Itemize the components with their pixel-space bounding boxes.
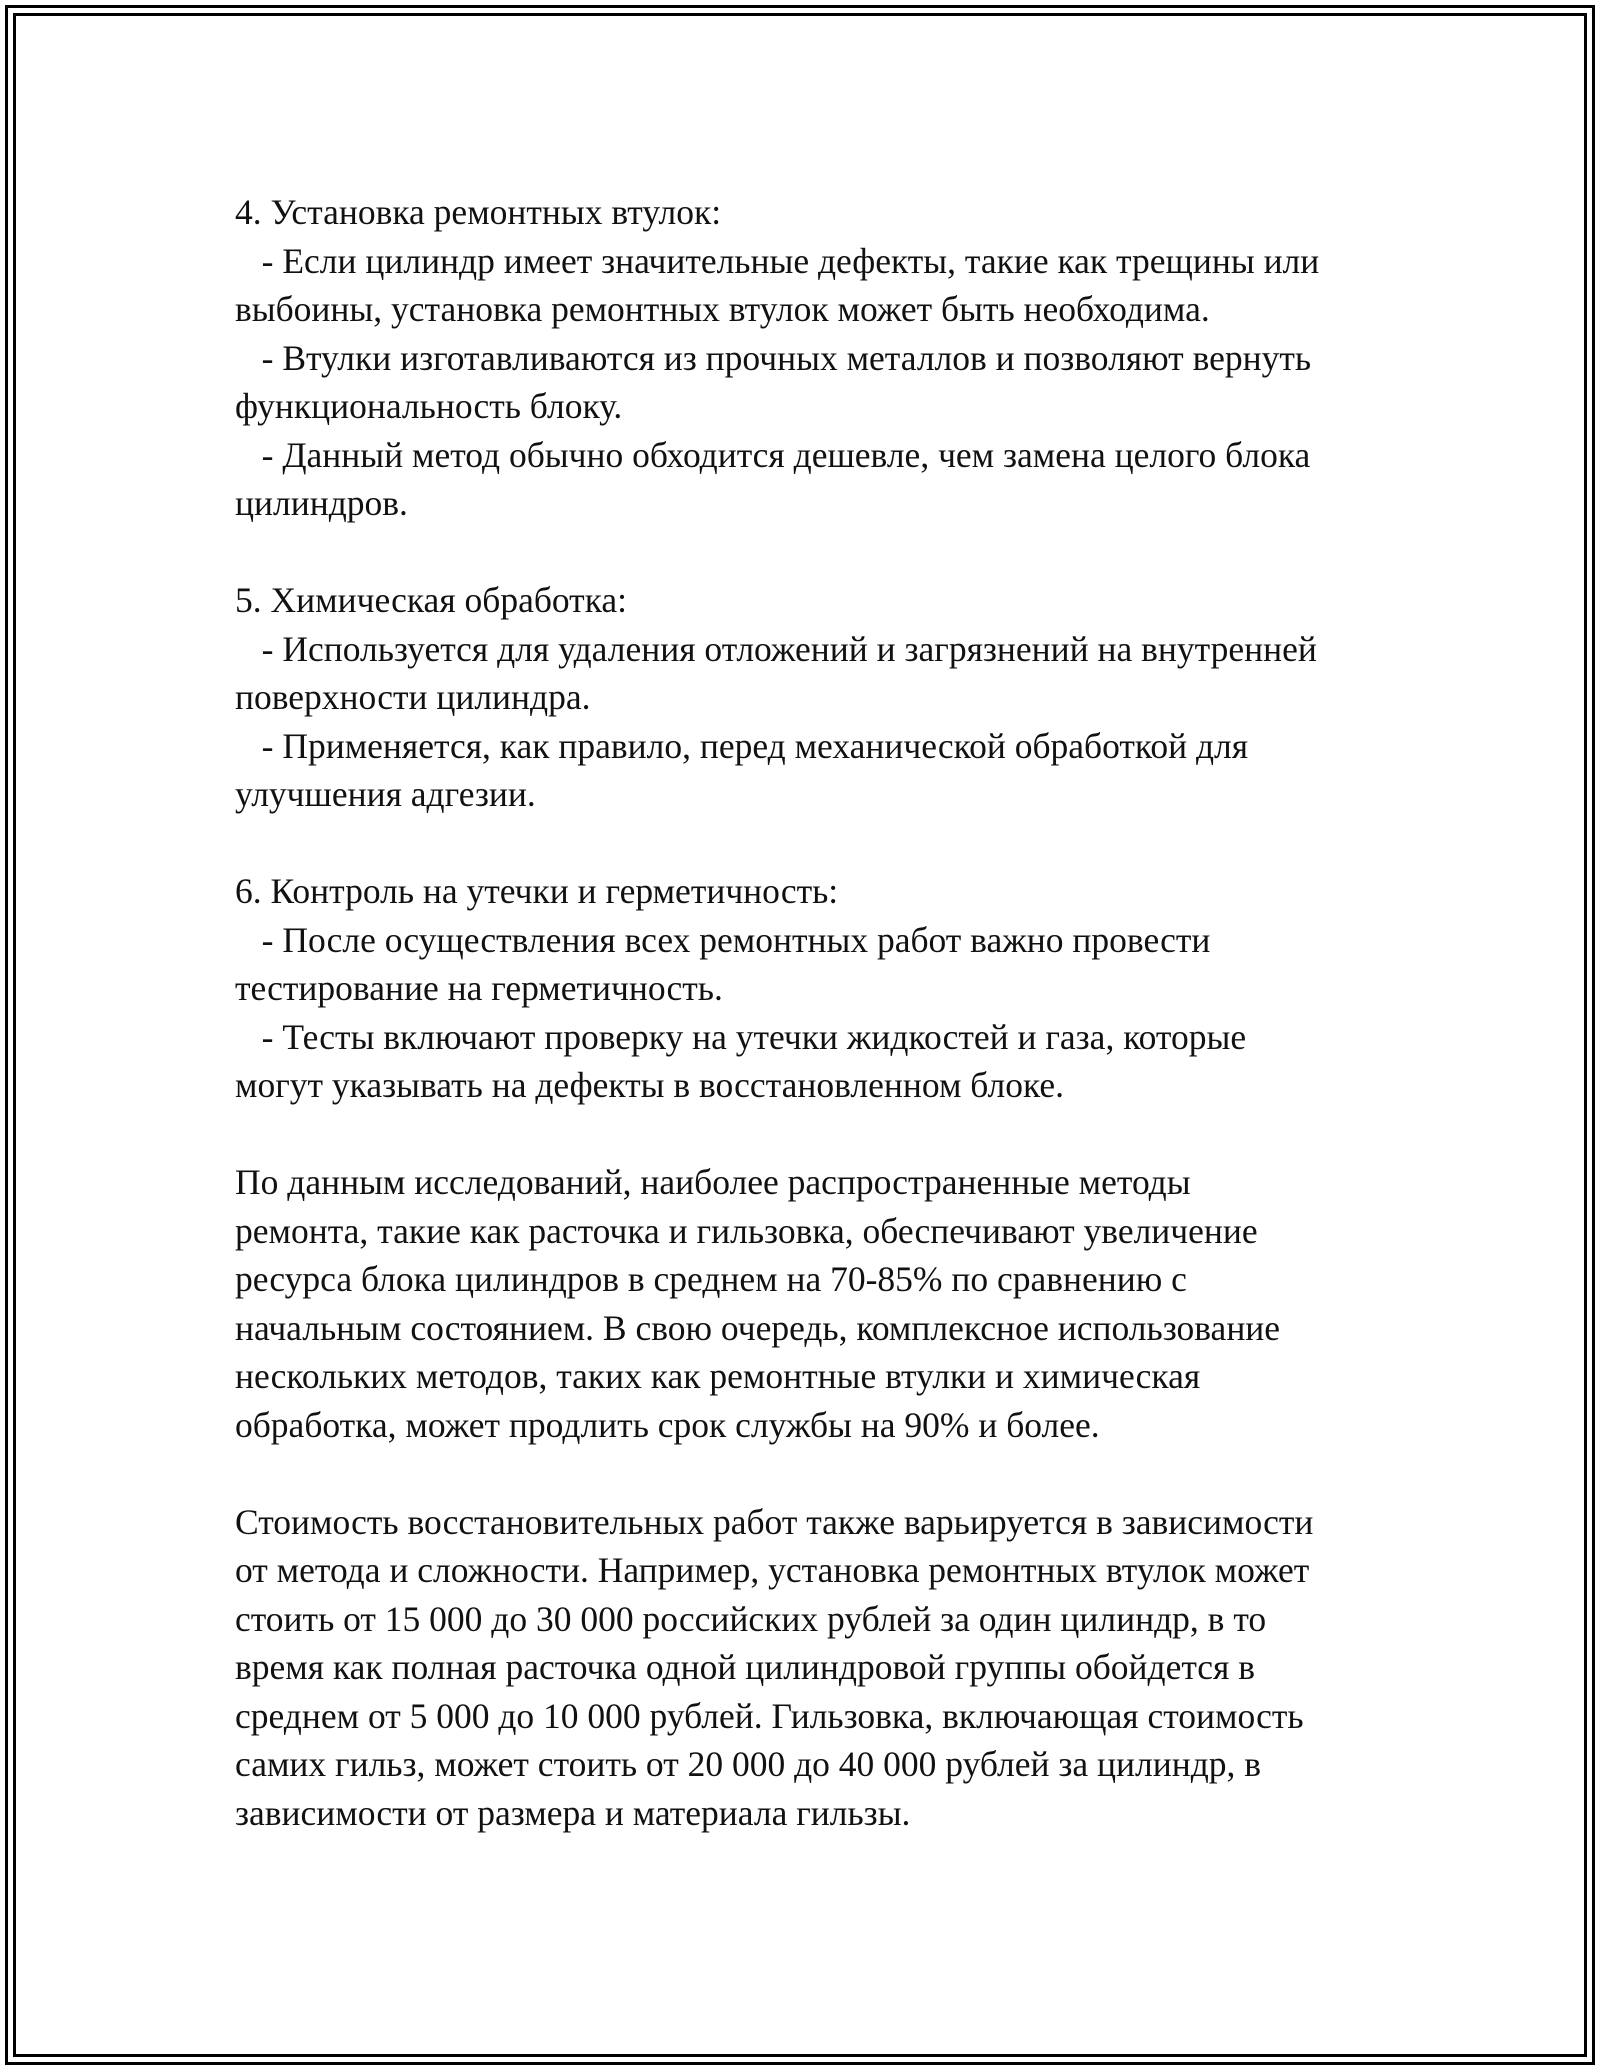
paragraph-line: ресурса блока цилиндров в среднем на 70-85% по сравнению с	[235, 1259, 1187, 1299]
paragraph-research	[235, 1158, 1375, 1449]
paragraph-cost	[235, 1498, 1375, 1838]
section-4-line: - Данный метод обычно обходится дешевле, чем замена целого блока	[235, 434, 1311, 475]
paragraph-line: время как полная расточка одной цилиндровой группы обойдется в	[235, 1647, 1256, 1687]
section-5-line: - Используется для удаления отложений и загрязнений на внутренней	[235, 628, 1317, 669]
section-4-line: выбоины, установка ремонтных втулок может быть необходима.	[235, 289, 1210, 329]
section-4-line: цилиндров.	[235, 483, 408, 523]
paragraph-line: стоить от 15 000 до 30 000 российских рублей за один цилиндр, в то	[235, 1598, 1267, 1639]
paragraph-line: ремонта, такие как расточка и гильзовка, обеспечивают увеличение	[235, 1210, 1258, 1251]
section-6-line: могут указывать на дефекты в восстановленном блоке.	[235, 1065, 1064, 1105]
section-4	[235, 188, 1375, 528]
section-4-line: - Втулки изготавливаются из прочных металлов и позволяют вернуть	[235, 337, 1312, 378]
section-5-heading: 5. Химическая обработка:	[235, 580, 628, 620]
paragraph-line: нескольких методов, таких как ремонтные втулки и химическая	[235, 1356, 1201, 1396]
section-6-line: тестирование на герметичность.	[235, 968, 723, 1008]
section-6-line: - После осуществления всех ремонтных работ важно провести	[235, 919, 1211, 960]
section-4-heading: 4. Установка ремонтных втулок:	[235, 192, 722, 232]
document-body	[235, 188, 1375, 1886]
paragraph-line: обработка, может продлить срок службы на 90% и более.	[235, 1404, 1100, 1445]
section-6	[235, 867, 1375, 1110]
section-5	[235, 576, 1375, 819]
paragraph-line: начальным состоянием. В свою очередь, комплексное использование	[235, 1307, 1281, 1348]
paragraph-line: среднем от 5 000 до 10 000 рублей. Гильзовка, включающая стоимость	[235, 1695, 1304, 1736]
section-4-line: функциональность блоку.	[235, 386, 623, 426]
section-6-heading: 6. Контроль на утечки и герметичность:	[235, 871, 839, 911]
paragraph-line: По данным исследований, наиболее распространенные методы	[235, 1162, 1191, 1202]
section-4-line: - Если цилиндр имеет значительные дефекты, такие как трещины или	[235, 240, 1320, 281]
paragraph-line: от метода и сложности. Например, установка ремонтных втулок может	[235, 1550, 1310, 1590]
paragraph-line: зависимости от размера и материала гильзы.	[235, 1792, 911, 1833]
section-5-line: улучшения адгезии.	[235, 774, 536, 814]
section-5-line: поверхности цилиндра.	[235, 677, 591, 717]
section-5-line: - Применяется, как правило, перед механической обработкой для	[235, 725, 1249, 766]
section-6-line: - Тесты включают проверку на утечки жидкостей и газа, которые	[235, 1016, 1247, 1057]
paragraph-line: самих гильз, может стоить от 20 000 до 40 000 рублей за цилиндр, в	[235, 1744, 1262, 1784]
paragraph-line: Стоимость восстановительных работ также варьируется в зависимости	[235, 1501, 1314, 1542]
